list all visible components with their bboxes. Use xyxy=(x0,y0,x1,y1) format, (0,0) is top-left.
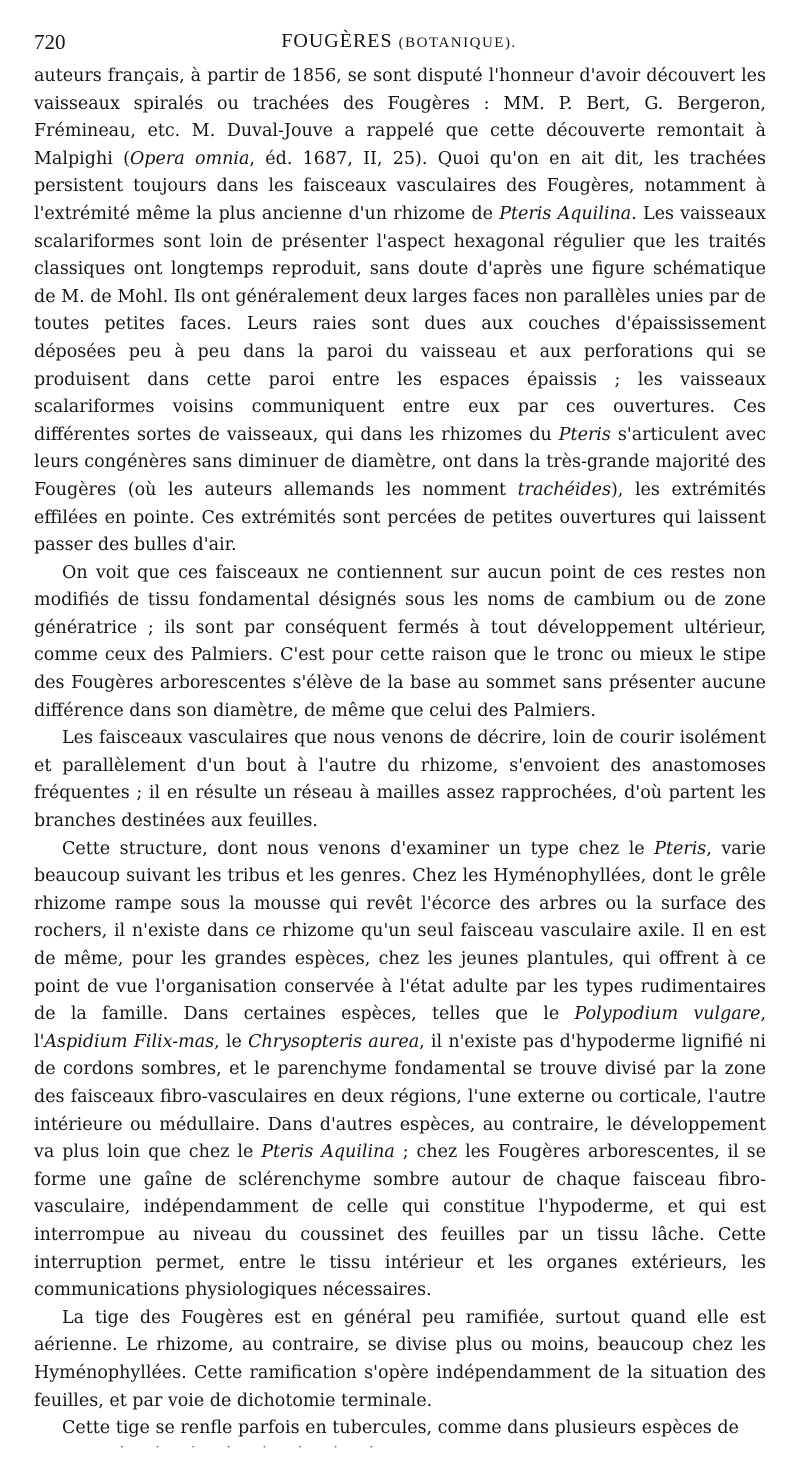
text-run: , varie beaucoup suivant les tribus et les genres. Chez les Hyménophyllées, dont le grêle rhizome rampe sous la mousse qui revêt l'écorce des arbres ou la surface des rochers, il n'existe dans ce rhizome qu'un seul faisceau vasculaire axile. Il en est de même, pour les grandes espèces, chez les jeunes plantules, qui offrent à ce point de vue l'organisation conservée à l'état adulte par les types rudimentaires de la famille. Dans certaines espèces, telles que le xyxy=(34,838,766,1025)
page-number: 720 xyxy=(34,30,66,54)
text-run: Cette tige se renfle parfois en tubercules, comme dans plusieurs espèces de xyxy=(62,1418,739,1439)
italic-term: Pteris Aquilina xyxy=(499,203,632,224)
text-run: , éd. 1687, II, 25). Quoi qu'on en ait dit, les trachées persistent toujours dans les faisceaux vasculaires des Fougères, notamment à l'extrémité même la plus ancienne d'un rhizome de xyxy=(34,148,766,224)
text-run: On voit que ces faisceaux ne contiennent sur aucun point de ces restes non modifiés de tissu fondamental désignés sous les noms de cambium ou de zone génératrice ; ils sont par conséquent fermés à tout développement ultérieur, comme ceux des Palmiers. C'est pour cette raison que le tronc ou mieux le stipe des Fougères arborescentes s'élève de la base au sommet sans présenter aucune différence dans son diamètre, de même que celui des Palmiers. xyxy=(34,562,766,721)
paragraph xyxy=(34,1305,766,1415)
page-header xyxy=(34,30,764,60)
italic-term: Aspidium Filix-mas xyxy=(44,1031,215,1052)
italic-term: Pteris xyxy=(654,838,707,859)
text-run: . Les vaisseaux scalariformes sont loin de présenter l'aspect hexagonal régulier que les traités classiques ont longtemps reproduit, sans doute d'après une figure schématique de M. de Mohl. Ils ont généralement deux larges faces non parallèles unies par de toutes petites faces. Leurs raies sont dues aux couches d'épaississement déposées peu à peu dans la paroi du vaisseau et aux perforations qui se produisent dans cette paroi entre les espaces épaissis ; les vaisseaux scalariformes voisins communiquent entre eux par ces ouvertures. Ces différentes sortes de vaisseaux, qui dans les rhizomes du xyxy=(34,203,766,445)
text-run: , le xyxy=(214,1031,249,1052)
text-run: ; chez les Fougères arborescentes, il se forme une gaîne de sclérenchyme sombre autour de chaque faisceau fibro-vasculaire, indépendamment de celle qui constitue l'hypoderme, et qui est interrompue au niveau du coussinet des feuilles par un tissu lâche. Cette interruption permet, entre le tissu intérieur et les organes extérieurs, les communications physiologiques nécessaires. xyxy=(34,1142,766,1301)
text-run: , l' xyxy=(34,1004,767,1052)
running-head-title: FOUGÈRES xyxy=(281,30,393,52)
text-run: Les faisceaux vasculaires que nous venons de décrire, loin de courir isolément et parallèlement d'un bout à l'autre du rhizome, s'envoient des anastomoses fréquentes ; il en résulte un réseau à mailles assez rapprochées, d'où partent les branches destinées aux feuilles. xyxy=(34,728,766,832)
text-run: La tige des Fougères est en général peu ramifiée, surtout quand elle est aérienne. Le rhizome, au contraire, se divise plus ou moins, beaucoup chez les Hyménophyllées. Cette ramification s'opère indépendamment de la situation des feuilles, et par voie de dichotomie terminale. xyxy=(34,1307,766,1411)
print-specks: · · · · · · · · xyxy=(120,1440,388,1454)
paragraph xyxy=(34,63,766,560)
italic-term: Polypodium vulgare xyxy=(574,1004,761,1025)
italic-term: Pteris xyxy=(558,424,611,445)
running-head xyxy=(34,30,764,53)
text-run: Cette structure, dont nous venons d'examiner un type chez le xyxy=(62,838,655,859)
italic-term: Opera omnia xyxy=(129,148,250,169)
paragraph xyxy=(34,560,766,726)
italic-term: trachéides xyxy=(517,479,611,500)
paragraph xyxy=(34,725,766,835)
running-head-subtitle: (BOTANIQUE). xyxy=(398,35,517,51)
italic-term: Chrysopteris aurea xyxy=(248,1031,420,1052)
italic-term: Pteris Aquilina xyxy=(261,1142,395,1163)
text-run: auteurs français, à partir de 1856, se sont disputé l'honneur d'avoir découvert les vaisseaux spiralés ou trachées des Fougères : MM. P. Bert, G. Bergeron, Frémineau, etc. M. Duval-Jouve a rappelé que cette découverte remontait à Malpighi ( xyxy=(34,66,766,169)
text-run: , il n'existe pas d'hypoderme lignifié ni de cordons sombres, et le parenchyme fondamental se trouve divisé par la zone des faisceaux fibro-vasculaires en deux régions, l'une externe ou corticale, l'autre intérieure ou médullaire. Dans d'autres espèces, au contraire, le développement va plus loin que chez le xyxy=(34,1031,767,1163)
paragraph xyxy=(34,836,766,1305)
paragraph xyxy=(34,1415,766,1443)
text-run: ), les extrémités effilées en pointe. Ces extrémités sont percées de petites ouvertures qui laissent passer des bulles d'air. xyxy=(34,479,766,556)
body-text xyxy=(34,63,766,1443)
text-run: s'articulent avec leurs congénères sans diminuer de diamètre, ont dans la très-grande majorité des Fougères (où les auteurs allemands les nomment xyxy=(34,424,766,500)
